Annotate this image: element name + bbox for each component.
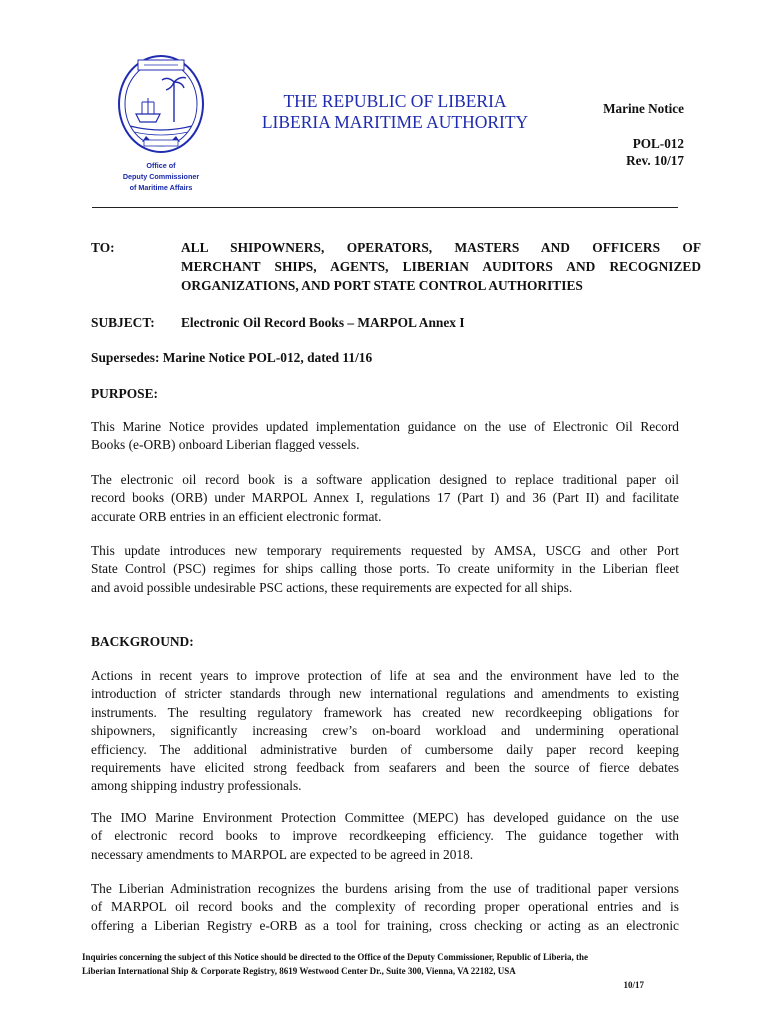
text-line: record books (ORB) under MARPOL Annex I, regulations 17 (Part I) and 36 (Part II) and facilitate (91, 490, 679, 506)
supersedes-line: Supersedes: Marine Notice POL-012, dated 11/16 (91, 350, 373, 365)
page-footer (82, 950, 694, 992)
background-paragraph-1 (91, 667, 679, 796)
subject-label: SUBJECT: (91, 315, 155, 330)
notice-type: Marine Notice (603, 101, 684, 116)
text-line: of MARPOL oil record books and the complexity of recording proper operational entries and is (91, 899, 679, 915)
office-line: of Maritime Affairs (129, 183, 193, 192)
text-line: of electronic record books to improve recordkeeping efficiency. The guidance together with (91, 828, 679, 844)
text-line: offering a Liberian Registry e-ORB as a tool for training, cross checking or acting as an electronic (91, 917, 679, 933)
text-line: Actions in recent years to improve protection of life at sea and the environment have led to the (91, 668, 679, 683)
text-line: This update introduces new temporary requirements requested by AMSA, USCG and other Port (91, 543, 679, 558)
text-line: requirements have elicited strong feedback from seafarers and been the source of fierce debates (91, 760, 679, 776)
authority-name: LIBERIA MARITIME AUTHORITY (261, 112, 529, 132)
notice-number: POL-012 (632, 136, 684, 151)
purpose-paragraph-1 (91, 418, 679, 455)
text-line: The IMO Marine Environment Protection Committee (MEPC) has developed guidance on the use (91, 810, 679, 825)
text-line: The electronic oil record book is a software application designed to replace traditional paper oil (91, 472, 679, 487)
text-line: and avoid possible undesirable PSC actions, these requirements are expected for all ships. (91, 579, 573, 595)
office-line: Deputy Commissioner (122, 172, 200, 181)
purpose-paragraph-3 (91, 542, 679, 597)
address-line: Liberian International Ship & Corporate Registry, 8619 Westwood Center Dr., Suite 300, Vienna, VA 22182, USA (82, 966, 516, 976)
text-line: The Liberian Administration recognizes the burdens arising from the use of traditional paper versions (91, 881, 679, 896)
to-label: TO: (91, 240, 115, 255)
to-recipients (181, 238, 701, 295)
text-line: shipowners, significantly increasing crew’s on-board workload and undermining operational (91, 723, 679, 739)
agency-title (252, 91, 538, 133)
header-divider (92, 207, 678, 208)
inquiries-line: Inquiries concerning the subject of this Notice should be directed to the Office of the Deputy Commissioner, Republic of Liberia, the (82, 952, 588, 962)
liberia-seal-icon (116, 52, 206, 156)
background-paragraph-3 (91, 880, 679, 935)
text-line: introduction of stricter standards through new international regulations and amendments to existing (91, 686, 679, 702)
text-line: instruments. The resulting regulatory framework has created new recordkeeping obligations for (91, 704, 679, 720)
republic-name: THE REPUBLIC OF LIBERIA (283, 91, 507, 111)
notice-identifier (574, 100, 684, 169)
text-line: This Marine Notice provides updated implementation guidance on the use of Electronic Oil Record (91, 419, 679, 434)
footer-version: 10/17 (623, 980, 644, 990)
text-line: Books (e-ORB) onboard Liberian flagged vessels. (91, 437, 360, 453)
text-line: accurate ORB entries in an efficient electronic format. (91, 508, 382, 524)
recipient-line: ALL SHIPOWNERS, OPERATORS, MASTERS AND OFFICERS OF (181, 240, 701, 255)
notice-revision: Rev. 10/17 (626, 153, 684, 168)
subject-text: Electronic Oil Record Books – MARPOL Annex I (181, 315, 465, 330)
recipient-line: MERCHANT SHIPS, AGENTS, LIBERIAN AUDITORS AND RECOGNIZED (181, 259, 701, 274)
purpose-heading: PURPOSE: (91, 386, 158, 401)
background-paragraph-2 (91, 809, 679, 864)
text-line: State Control (PSC) regimes for ships calling those ports. To create uniformity in the Liberian fleet (91, 561, 679, 577)
text-line: efficiency. The additional administrative burden of cumbersome daily paper record keeping (91, 741, 679, 757)
text-line: among shipping industry professionals. (91, 778, 302, 794)
purpose-paragraph-2 (91, 471, 679, 526)
recipient-line: ORGANIZATIONS, AND PORT STATE CONTROL AUTHORITIES (181, 278, 583, 293)
office-line: Office of (146, 161, 176, 170)
background-heading: BACKGROUND: (91, 634, 194, 649)
text-line: necessary amendments to MARPOL are expected to be agreed in 2018. (91, 846, 474, 862)
office-label (100, 160, 222, 193)
